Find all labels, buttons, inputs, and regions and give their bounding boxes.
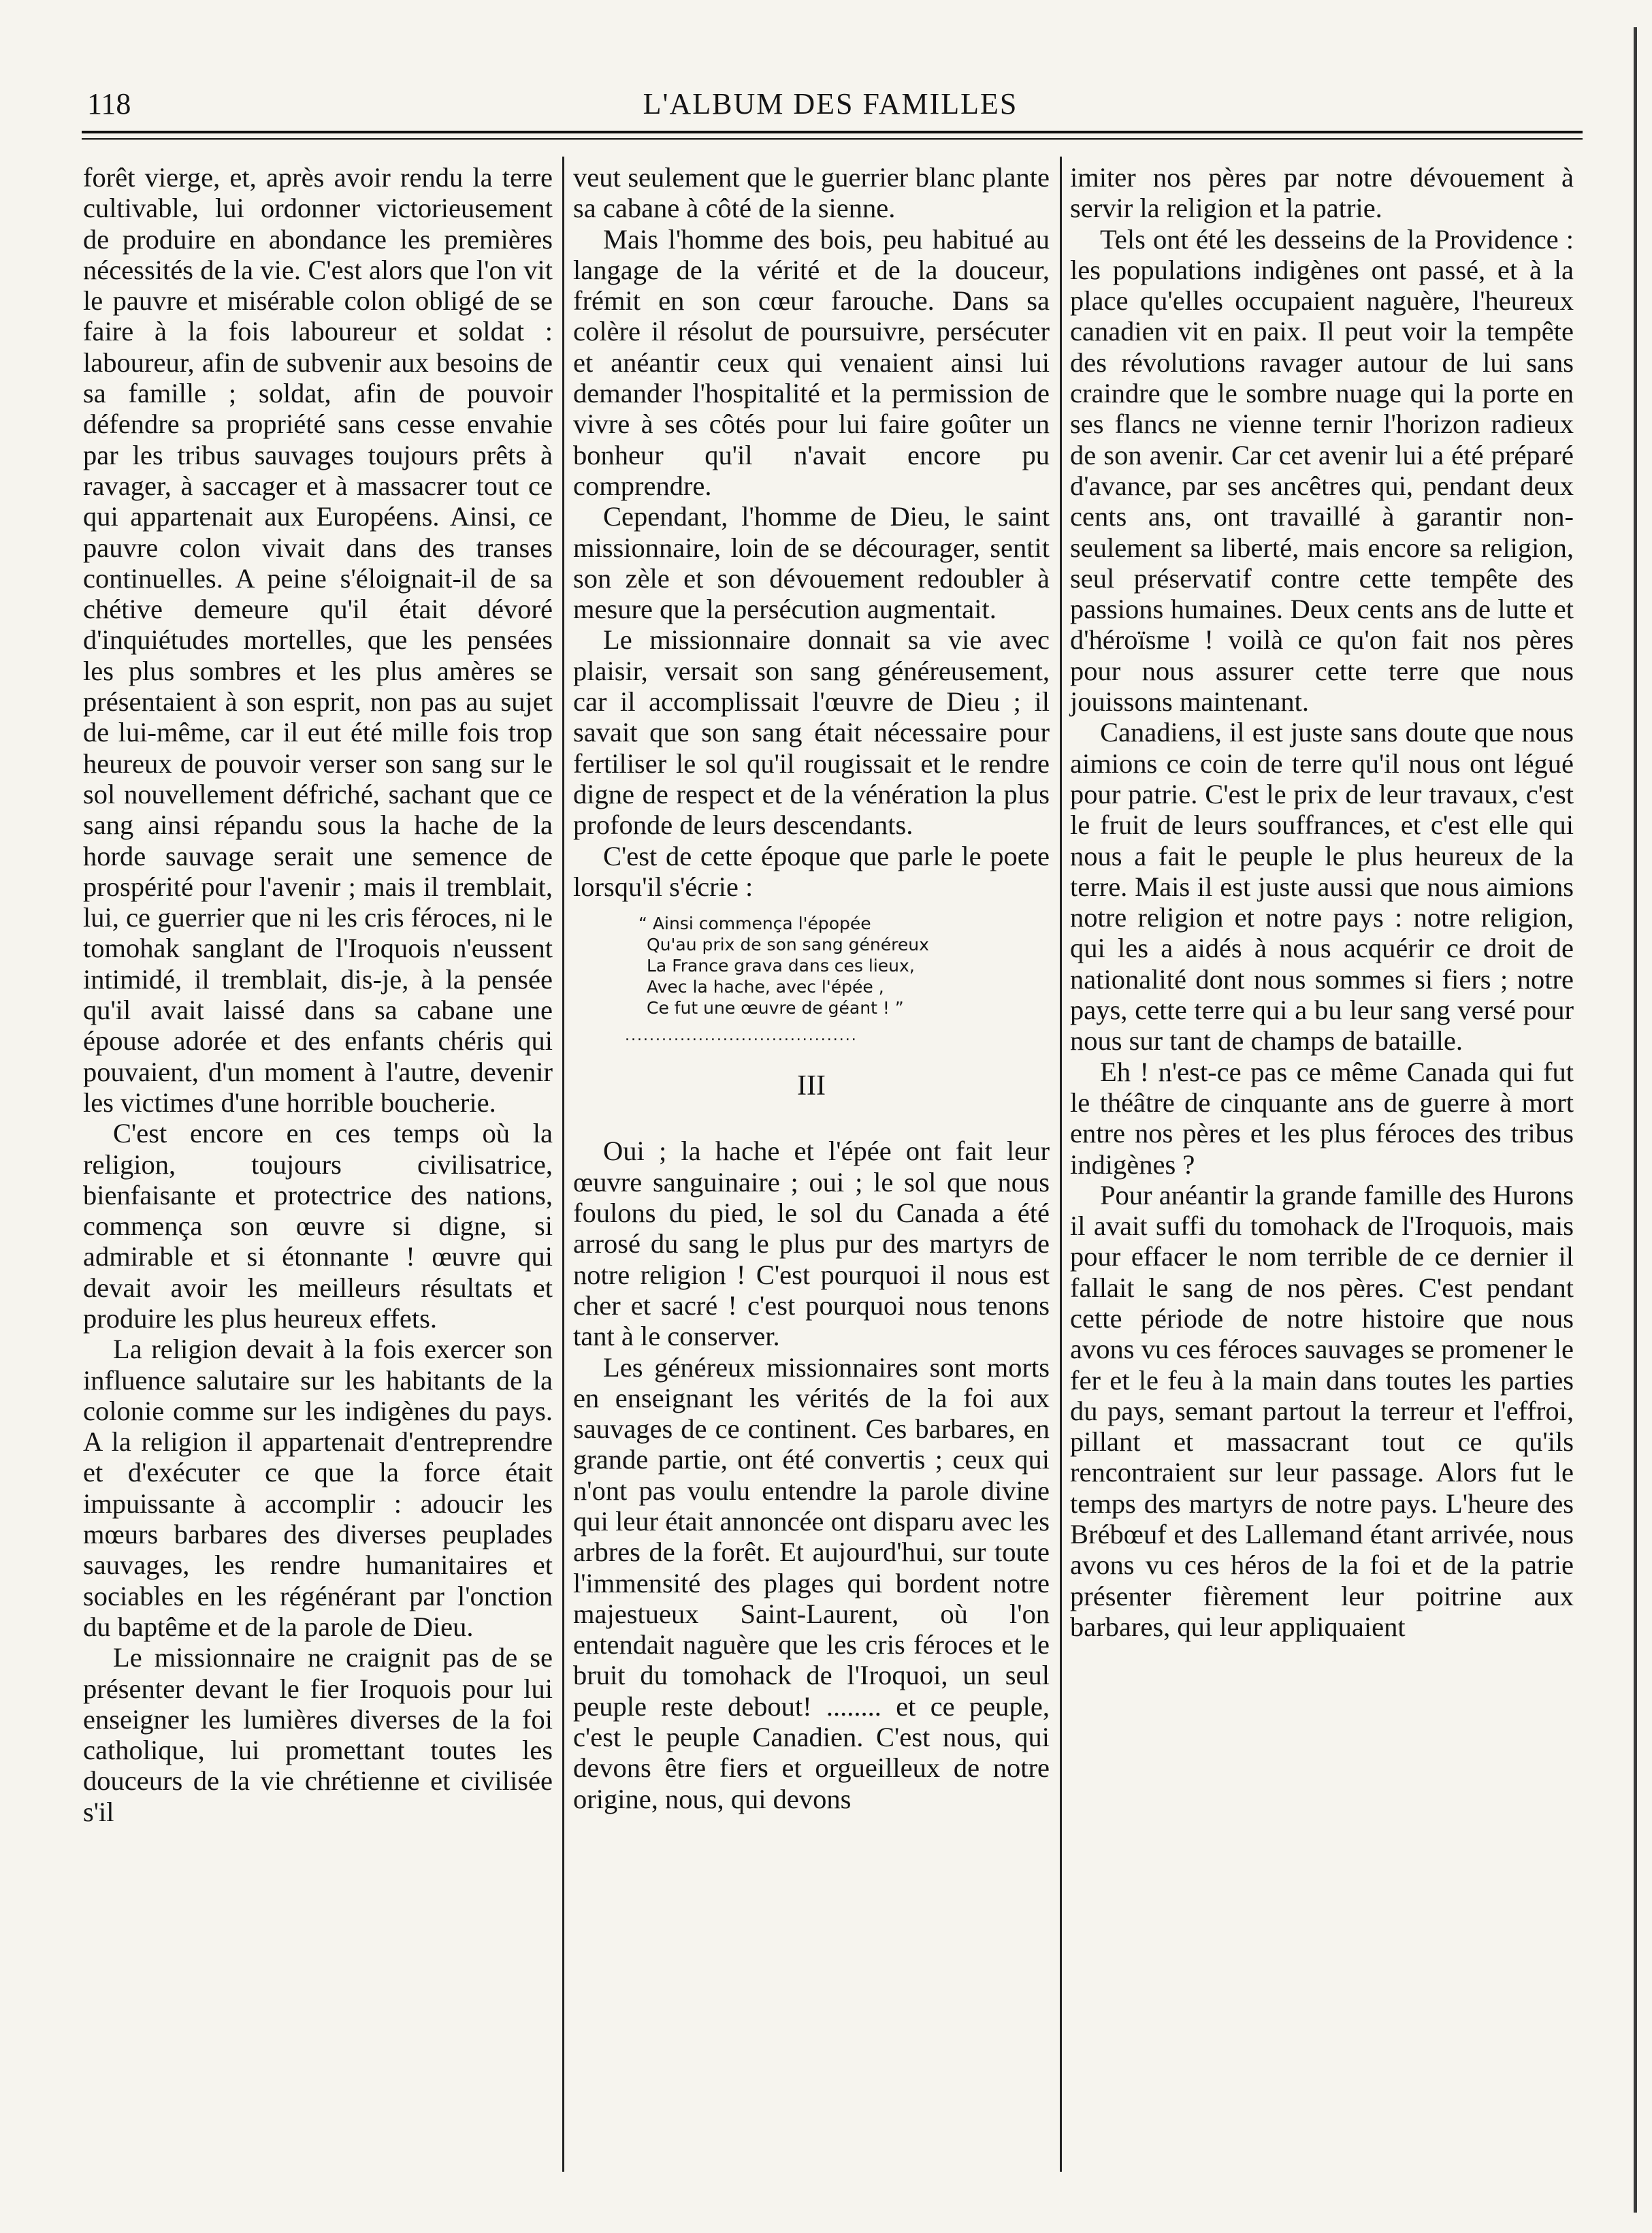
poem-line: La France grava dans ces lieux, [647, 956, 915, 976]
poem-line: Qu'au prix de son sang généreux [647, 935, 929, 955]
paragraph: Eh ! n'est-ce pas ce même Canada qui fut le théâtre de cinquante ans de guerre à mort entre nos pères et les plus féroces des tribus indigènes ? [1070, 1056, 1574, 1180]
column-divider [1060, 157, 1062, 2172]
paragraph: Cependant, l'homme de Dieu, le saint missionnaire, loin de se décourager, sentit son zèle et son dévouement redoubler à mesure que la persécution augmentait. [573, 501, 1050, 625]
running-title: L'ALBUM DES FAMILLES [643, 87, 1018, 121]
page-header [82, 80, 1579, 128]
column-divider [562, 157, 564, 2172]
paragraph: imiter nos pères par notre dévouement à servir la religion et la patrie. [1070, 162, 1574, 224]
paragraph: forêt vierge, et, après avoir rendu la terre cultivable, lui ordonner victorieusement de produire en abondance les premières nécessités de la vie. C'est alors que l'on vit le pauvre et misérable colon obligé de se faire à la fois laboureur et soldat : laboureur, afin de subvenir aux besoins de sa famille ; soldat, afin de pouvoir défendre sa propriété sans cesse envahie par les tribus sauvages toujours prêts à ravager, à saccager et à massacrer tout ce qui appartenait aux Européens. Ainsi, ce pauvre colon vivait dans des transes continuelles. A peine s'éloignait-il de sa chétive demeure qu'il était dévoré d'inquiétudes mortelles, que les pensées les plus sombres et les plus amères se présentaient à son esprit, non pas au sujet de lui-même, car il eut été mille fois trop heureux de pouvoir verser son sang sur le sol nouvellement défriché, sachant que ce sang ainsi répandu sous la hache de la horde sauvage serait une semence de prospérité pour l'avenir ; mais il tremblait, lui, ce guerrier que ni les cris féroces, ni le tomohak sanglant de l'Iroquois n'eussent intimidé, il tremblait, dis-je, à la pensée qu'il avait laissé dans sa cabane une épouse adorée et des enfants chéris qui pouvaient, d'un moment à l'autre, devenir les victimes d'une horrible boucherie. [83, 162, 553, 1118]
paragraph: La religion devait à la fois exercer son influence salutaire sur les habitants de la colonie comme sur les indigènes du pays. A la religion il appartenait d'entreprendre et d'exécuter ce que la force était impuissante à accomplir : adoucir les mœurs barbares des diverses peuplades sauvages, les rendre humanitaires et sociables en les régénérant par l'onction du baptême et de la parole de Dieu. [83, 1334, 553, 1642]
paragraph: C'est de cette époque que parle le poete lorsqu'il s'écrie : [573, 840, 1050, 902]
paragraph: veut seulement que le guerrier blanc plante sa cabane à côté de la sienne. [573, 162, 1050, 224]
poem-quote [625, 913, 1050, 1046]
paragraph: Le missionnaire ne craignit pas de se présenter devant le fier Iroquois pour lui enseigner les lumières diverses de la foi catholique, lui promettant toutes les douceurs de la vie chrétienne et civilisée s'il [83, 1642, 553, 1827]
header-rule-thin [82, 138, 1583, 140]
page-number: 118 [87, 87, 131, 121]
paragraph: Mais l'homme des bois, peu habitué au langage de la vérité et de la douceur, frémit en son cœur farouche. Dans sa colère il résolut de poursuivre, persécuter et anéantir ceux qui venaient ainsi lui demander l'hospitalité et la permission de vivre à ses côtés pour lui faire goûter un bonheur qu'il n'avait encore pu comprendre. [573, 223, 1050, 501]
paragraph: C'est encore en ces temps où la religion, toujours civilisatrice, bienfaisante et protectrice des nations, commença son œuvre si digne, si admirable et si étonnante ! œuvre qui devait avoir les meilleurs résultats et produire les plus heureux effets. [83, 1118, 553, 1334]
paragraph: Tels ont été les desseins de la Providence : les populations indigènes ont passé, et à la place qu'elles occupaient naguère, l'heureux canadien vit en paix. Il peut voir la tempête des révolutions ravager autour de lui sans craindre que le sombre nuage qui la porte en ses flancs ne vienne ternir l'horizon radieux de son avenir. Car cet avenir lui a été préparé d'avance, par ses ancêtres qui, pendant deux cents ans, ont travaillé à garantir non-seulement sa liberté, mais encore sa religion, seul préservatif contre cette tempête des passions humaines. Deux cents ans de lutte et d'héroïsme ! voilà ce qu'on fait nos pères pour nous assurer cette terre que nous jouissons maintenant. [1070, 223, 1574, 718]
poem-line: “ Ainsi commença l'épopée [638, 914, 871, 934]
paragraph: Canadiens, il est juste sans doute que nous aimions ce coin de terre qu'il nous ont légué pour patrie. C'est le prix de leur travaux, c'est le fruit de leurs souffrances, et c'est elle qui nous a fait le peuple le plus heureux de la terre. Mais il est juste aussi que nous aimions notre religion et notre pays : notre religion, qui les a aidés à nous acquérir ce droit de nationalité dont nous sommes si fiers ; notre pays, cette terre qui a bu leur sang versé pour nous sur tant de champs de bataille. [1070, 717, 1574, 1057]
paragraph: Les généreux missionnaires sont morts en enseignant les vérités de la foi aux sauvages de ce continent. Ces barbares, en grande partie, ont été convertis ; ceux qui n'ont pas voulu entendre la parole divine qui leur était annoncée ont disparu avec les arbres de la forêt. Et aujourd'hui, sur toute l'immensité des plages qui bordent notre majestueux Saint-Laurent, où l'on entendait naguère que les cris féroces et le bruit du tomohack de l'Iroquoi, un seul peuple reste debout! ........ et ce peuple, c'est le peuple Canadien. C'est nous, qui devons être fiers et orgueilleux de notre origine, nous, qui devons [573, 1351, 1050, 1814]
paragraph: Le missionnaire donnait sa vie avec plaisir, versait son sang généreusement, car il accomplissait l'œuvre de Dieu ; il savait que son sang était nécessaire pour fertiliser le sol qu'il rougissait et le rendre digne de respect et de la vénération la plus profonde de leurs descendants. [573, 624, 1050, 841]
poem-ellipsis: ...................................... [625, 1027, 858, 1045]
header-rule-thick [82, 131, 1583, 133]
paragraph: Oui ; la hache et l'épée ont fait leur œuvre sanguinaire ; oui ; le sol que nous foulons du pied, le sol du Canada a été arrosé du sang le plus pur des martyrs de notre religion ! C'est pourquoi il nous est cher et sacré ! c'est pourquoi nous tenons tant à le conserver. [573, 1136, 1050, 1352]
paragraph: Pour anéantir la grande famille des Hurons il avait suffi du tomohack de l'Iroquois, mais pour effacer le nom terrible de ce dernier il fallait le sang de nos pères. C'est pendant cette période de notre histoire que nous avons vu ces féroces sauvages se promener le fer et le feu à la main dans toutes les parties du pays, semant partout la terreur et l'effroi, pillant et massacrant tout ce qu'ils rencontraient sur leur passage. Alors fut le temps des martyrs de notre pays. L'heure des Brébœuf et des Lallemand étant arrivée, nous avons vu ces héros de la foi et de la patrie présenter fièrement leur poitrine aux barbares, qui leur appliquaient [1070, 1179, 1574, 1642]
column-2 [573, 162, 1050, 1814]
poem-line: Ce fut une œuvre de géant ! ” [647, 998, 904, 1018]
section-heading: III [797, 1070, 826, 1102]
page-spine-edge [1634, 27, 1637, 2213]
poem-line: Avec la hache, avec l'épée , [647, 977, 884, 997]
column-3 [1070, 162, 1574, 1642]
column-1 [83, 162, 553, 1827]
